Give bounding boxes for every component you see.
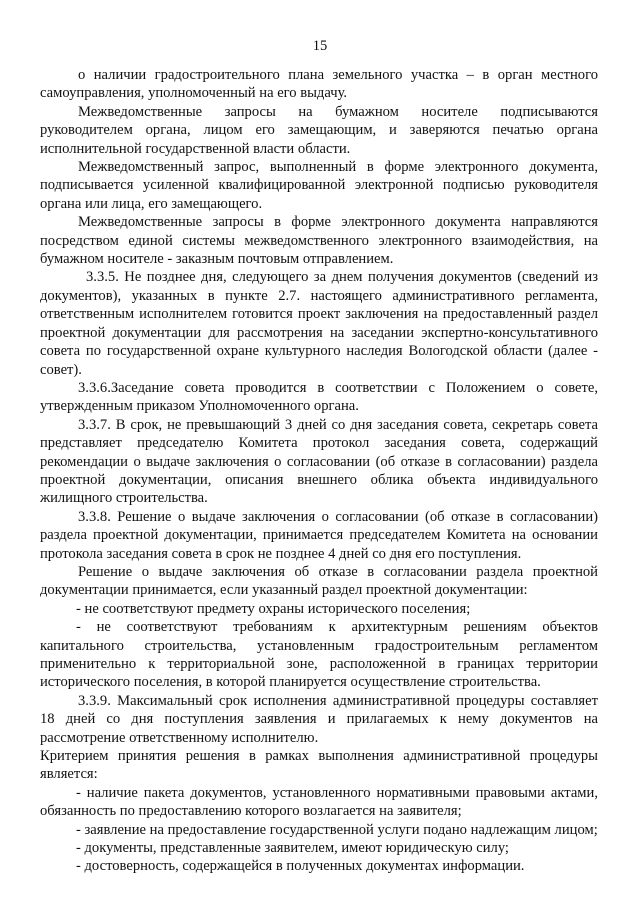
paragraph-3-3-7: 3.3.7. В срок, не превышающий 3 дней со дня заседания совета, секретарь совета представляет председателю Комитета протокол заседания совета, содержащий рекомендации о выдаче заключения о согласовании (об отказе в согласовании) раздела проектной документации, описания внешнего облика объекта индивидуального жилищного строительства. — [40, 416, 598, 507]
document-body — [40, 66, 598, 876]
paragraph-2: Межведомственные запросы на бумажном носителе подписываются руководителем органа, лицом его замещающим, и заверяются печатью органа исполнительной государственной власти области. — [40, 103, 598, 157]
list-item-protection-subject: - не соответствуют предмету охраны исторического поселения; — [76, 600, 471, 617]
paragraph-decision-criterion: Критерием принятия решения в рамках выполнения административной процедуры является: — [40, 748, 598, 783]
paragraph-3: Межведомственный запрос, выполненный в форме электронного документа, подписывается усиленной квалифицированной электронной подписью руководителя органа или лица, его замещающего. — [40, 159, 598, 212]
list-item-legal-force: - документы, представленные заявителем, имеют юридическую силу; — [76, 840, 509, 857]
paragraph-3-3-8: 3.3.8. Решение о выдаче заключения о согласовании (об отказе в согласовании) раздела проектной документации, принимается председателем Комитета на основании протокола заседания совета в срок не позднее 4 дней со дня его поступления. — [40, 508, 598, 562]
paragraph-refusal-decision: Решение о выдаче заключения об отказе в согласовании раздела проектной документации принимается, если указанный раздел проектной документации: — [40, 563, 598, 599]
page-number: 15 — [312, 38, 328, 54]
paragraph-1: о наличии градостроительного плана земельного участка – в орган местного самоуправления, уполномоченный на его выдачу. — [40, 67, 598, 102]
paragraph-3-3-9: 3.3.9. Максимальный срок исполнения административной процедуры составляет 18 дней со дня поступления заявления и прилагаемых к нему документов на рассмотрение ответственному исполнителю. — [40, 692, 598, 746]
paragraph-3-3-6: 3.3.6.Заседание совета проводится в соответствии с Положением о совете, утвержденным приказом Уполномоченного органа. — [40, 379, 598, 415]
paragraph-4: Межведомственные запросы в форме электронного документа направляются посредством единой системы межведомственного электронного взаимодействия, на бумажном носителе - заказным почтовым отправлением. — [40, 214, 598, 268]
list-item-reliability: - достоверность, содержащейся в полученных документах информации. — [76, 858, 525, 875]
list-item-documents-package: - наличие пакета документов, установленного нормативными правовыми актами, обязанность по предоставлению которого возлагается на заявителя; — [40, 784, 598, 820]
list-item-proper-applicant: - заявление на предоставление государственной услуги подано надлежащим лицом; — [76, 821, 598, 838]
list-item-architectural-requirements: - не соответствуют требованиям к архитектурным решениям объектов капитального строительства, установленным градостроительным регламентом применительно к территориальной зоне, расположенной в границах территории исторического поселения, в которой планируется осуществление строительства. — [40, 619, 598, 691]
paragraph-3-3-5: 3.3.5. Не позднее дня, следующего за днем получения документов (сведений из документов), указанных в пункте 2.7. настоящего административного регламента, ответственным исполнителем готовится проект заключения на предоставленный раздел проектной документации для рассмотрения на заседании экспертно-консультативного совета по государственной охране культурного наследия Вологодской области (далее - совет). — [40, 269, 598, 378]
